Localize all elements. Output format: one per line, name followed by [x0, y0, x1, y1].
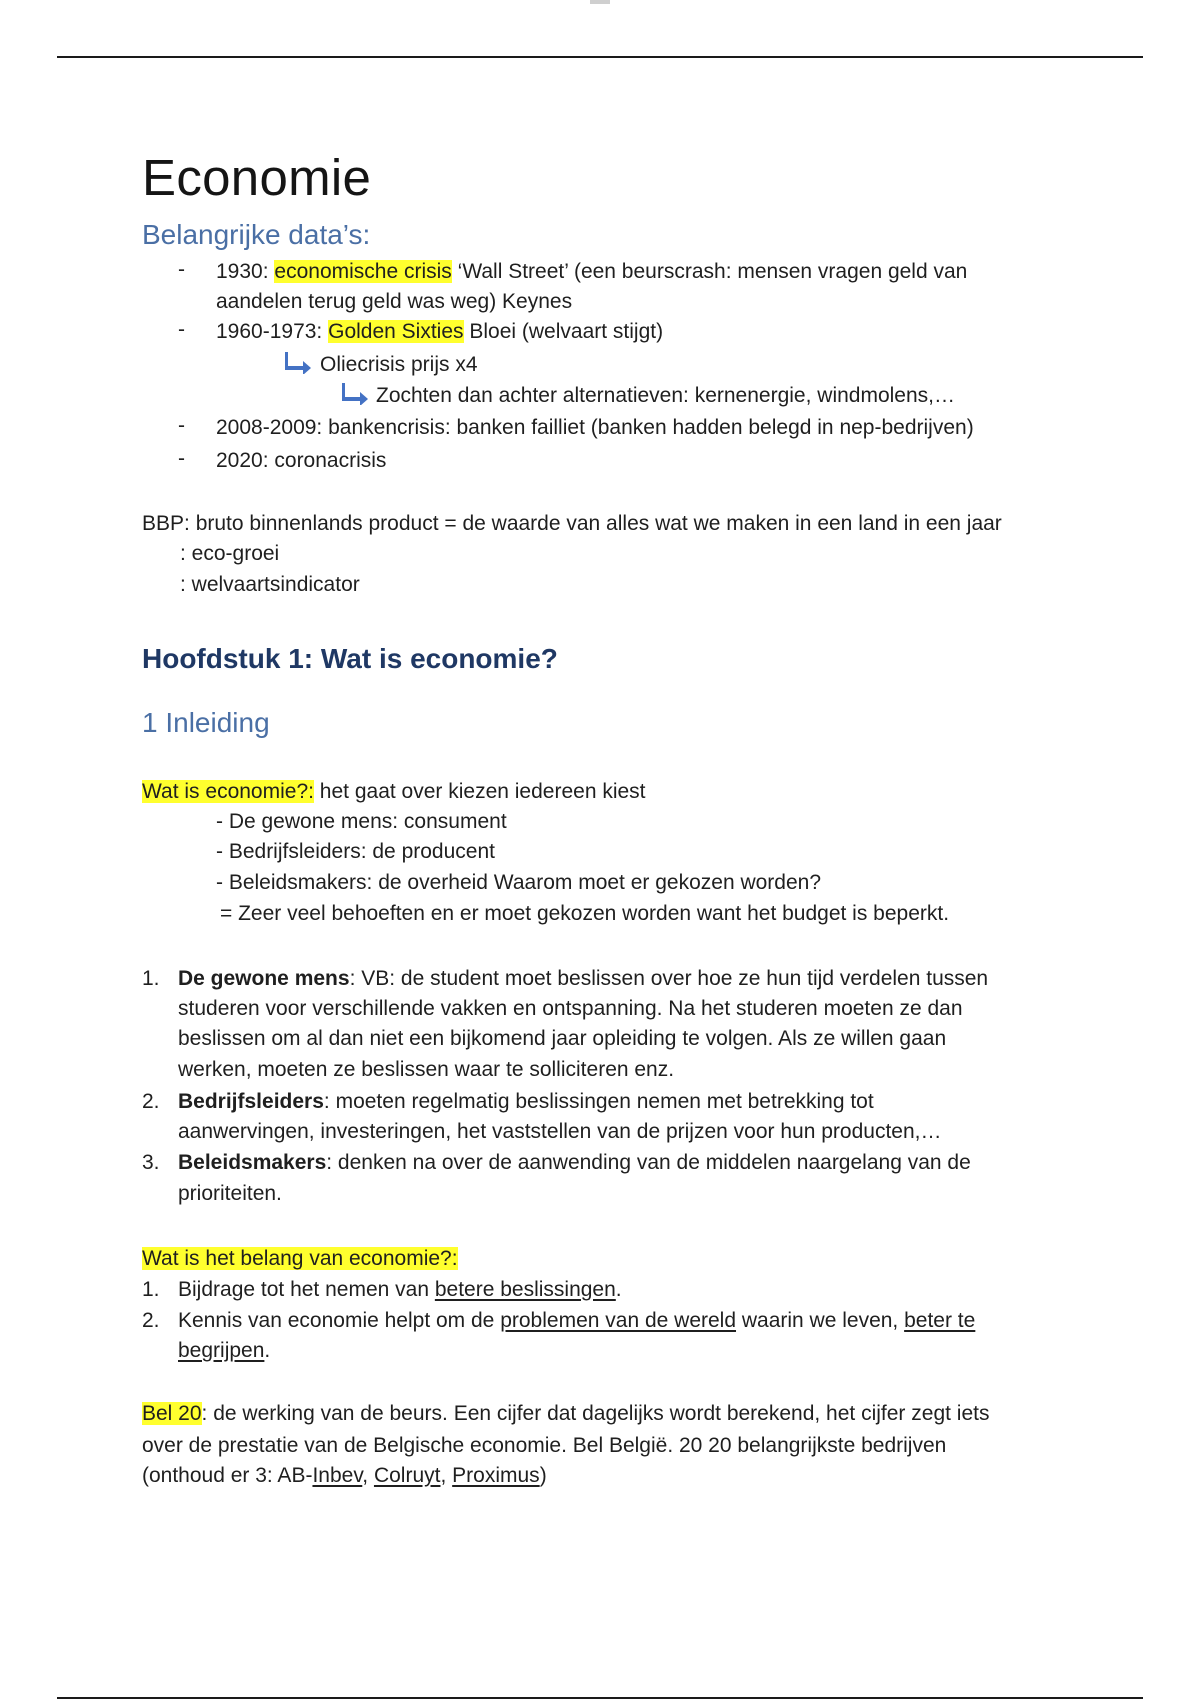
bel20-companies: (onthoud er 3: AB-Inbev, Colruyt, Proximus) — [142, 1464, 547, 1487]
highlighted-term: Wat is economie?: — [142, 780, 314, 803]
underlined-phrase: begrijpen — [178, 1339, 265, 1362]
what-is-economy: Wat is economie?: het gaat over kiezen iedereen kiest — [142, 780, 646, 803]
highlighted-term: economische crisis — [274, 260, 452, 283]
page-title: Economie — [142, 149, 372, 206]
numbered-item-producer: Bedrijfsleiders: moeten regelmatig beslissingen nemen met betrekking tot — [178, 1090, 874, 1113]
list-item: - De gewone mens: consument — [216, 810, 507, 833]
importance-heading — [142, 1245, 458, 1273]
date-item-2008: 2008-2009: bankencrisis: banken failliet (banken hadden belegd in nep-bedrijven) — [216, 416, 974, 439]
numbered-item-line: werken, moeten ze beslissen waar te solliciteren enz. — [178, 1058, 675, 1081]
underlined-phrase: beter te — [904, 1309, 976, 1332]
highlighted-term: Bel 20 — [142, 1402, 202, 1425]
date-item-2020: 2020: coronacrisis — [216, 449, 387, 472]
list-item: - Bedrijfsleiders: de producent — [216, 840, 495, 863]
bullet-dash: - — [178, 414, 185, 437]
highlighted-term: Golden Sixties — [328, 320, 464, 343]
conclusion-line: = Zeer veel behoeften en er moet gekozen worden want het budget is beperkt. — [220, 902, 950, 925]
numbered-item-government: Beleidsmakers: denken na over de aanwending van de middelen naargelang van de — [178, 1151, 971, 1174]
list-number: 1. — [142, 967, 160, 990]
bel20-paragraph-line: over de prestatie van de Belgische economie. Bel België. 20 20 belangrijkste bedrijven — [142, 1434, 947, 1457]
section-heading: 1 Inleiding — [142, 707, 270, 738]
sub-arrow-icon — [342, 381, 370, 405]
list-number: 2. — [142, 1309, 160, 1332]
bullet-dash: - — [178, 447, 185, 470]
date-item-1960: 1960-1973: Golden Sixties Bloei (welvaart stijgt) — [216, 320, 664, 343]
bbp-definition: BBP: bruto binnenlands product = de waarde van alles wat we maken in een land in een jaar — [142, 512, 1002, 535]
date-subitem-alternatives: Zochten dan achter alternatieven: kernenergie, windmolens,… — [376, 384, 955, 407]
company-inbev: Inbev — [312, 1464, 363, 1487]
importance-item-cont: begrijpen. — [178, 1339, 271, 1362]
date-item-1930: 1930: economische crisis ‘Wall Street’ (een beurscrash: mensen vragen geld van — [216, 260, 968, 283]
numbered-item-line: aanwervingen, investeringen, het vaststellen van de prijzen voor hun producten,… — [178, 1120, 942, 1143]
list-number: 3. — [142, 1151, 160, 1174]
underlined-phrase: problemen van de wereld — [500, 1309, 737, 1332]
bel20-paragraph: Bel 20: de werking van de beurs. Een cijfer dat dagelijks wordt berekend, het cijfer zegt iets — [142, 1402, 990, 1425]
company-colruyt: Colruyt — [373, 1464, 441, 1487]
bullet-dash: - — [178, 258, 185, 281]
page-top-marker — [590, 0, 610, 4]
importance-item: Bijdrage tot het nemen van betere beslissingen. — [178, 1278, 622, 1301]
numbered-item-consumer: De gewone mens: VB: de student moet beslissen over hoe ze hun tijd verdelen tussen — [178, 967, 989, 990]
company-proximus: Proximus — [452, 1464, 540, 1487]
bullet-dash: - — [178, 318, 185, 341]
bbp-note: : eco-groei — [180, 542, 280, 565]
underlined-phrase: betere beslissingen — [434, 1278, 616, 1301]
highlighted-term: Wat is het belang van economie?: — [142, 1247, 458, 1270]
footer-rule — [57, 1697, 1143, 1699]
list-number: 2. — [142, 1090, 160, 1113]
sub-arrow-icon — [285, 350, 313, 374]
chapter-heading: Hoofdstuk 1: Wat is economie? — [142, 643, 558, 674]
importance-item: Kennis van economie helpt om de problemen van de wereld waarin we leven, beter te — [178, 1309, 976, 1332]
numbered-item-line: studeren voor verschillende vakken en ontspanning. Na het studeren moeten ze dan — [178, 997, 963, 1020]
bbp-note: : welvaartsindicator — [180, 573, 360, 596]
numbered-item-line: prioriteiten. — [178, 1182, 282, 1205]
numbered-item-line: beslissen om al dan niet een bijkomend jaar opleiding te volgen. Als ze willen gaan — [178, 1027, 947, 1050]
list-number: 1. — [142, 1278, 160, 1301]
date-item-1930-cont: aandelen terug geld was weg) Keynes — [216, 290, 573, 313]
section-subtitle: Belangrijke data’s: — [142, 219, 371, 250]
list-item: - Beleidsmakers: de overheid Waarom moet er gekozen worden? — [216, 871, 822, 894]
date-subitem-oliecrisis: Oliecrisis prijs x4 — [320, 353, 478, 376]
header-rule — [57, 56, 1143, 58]
